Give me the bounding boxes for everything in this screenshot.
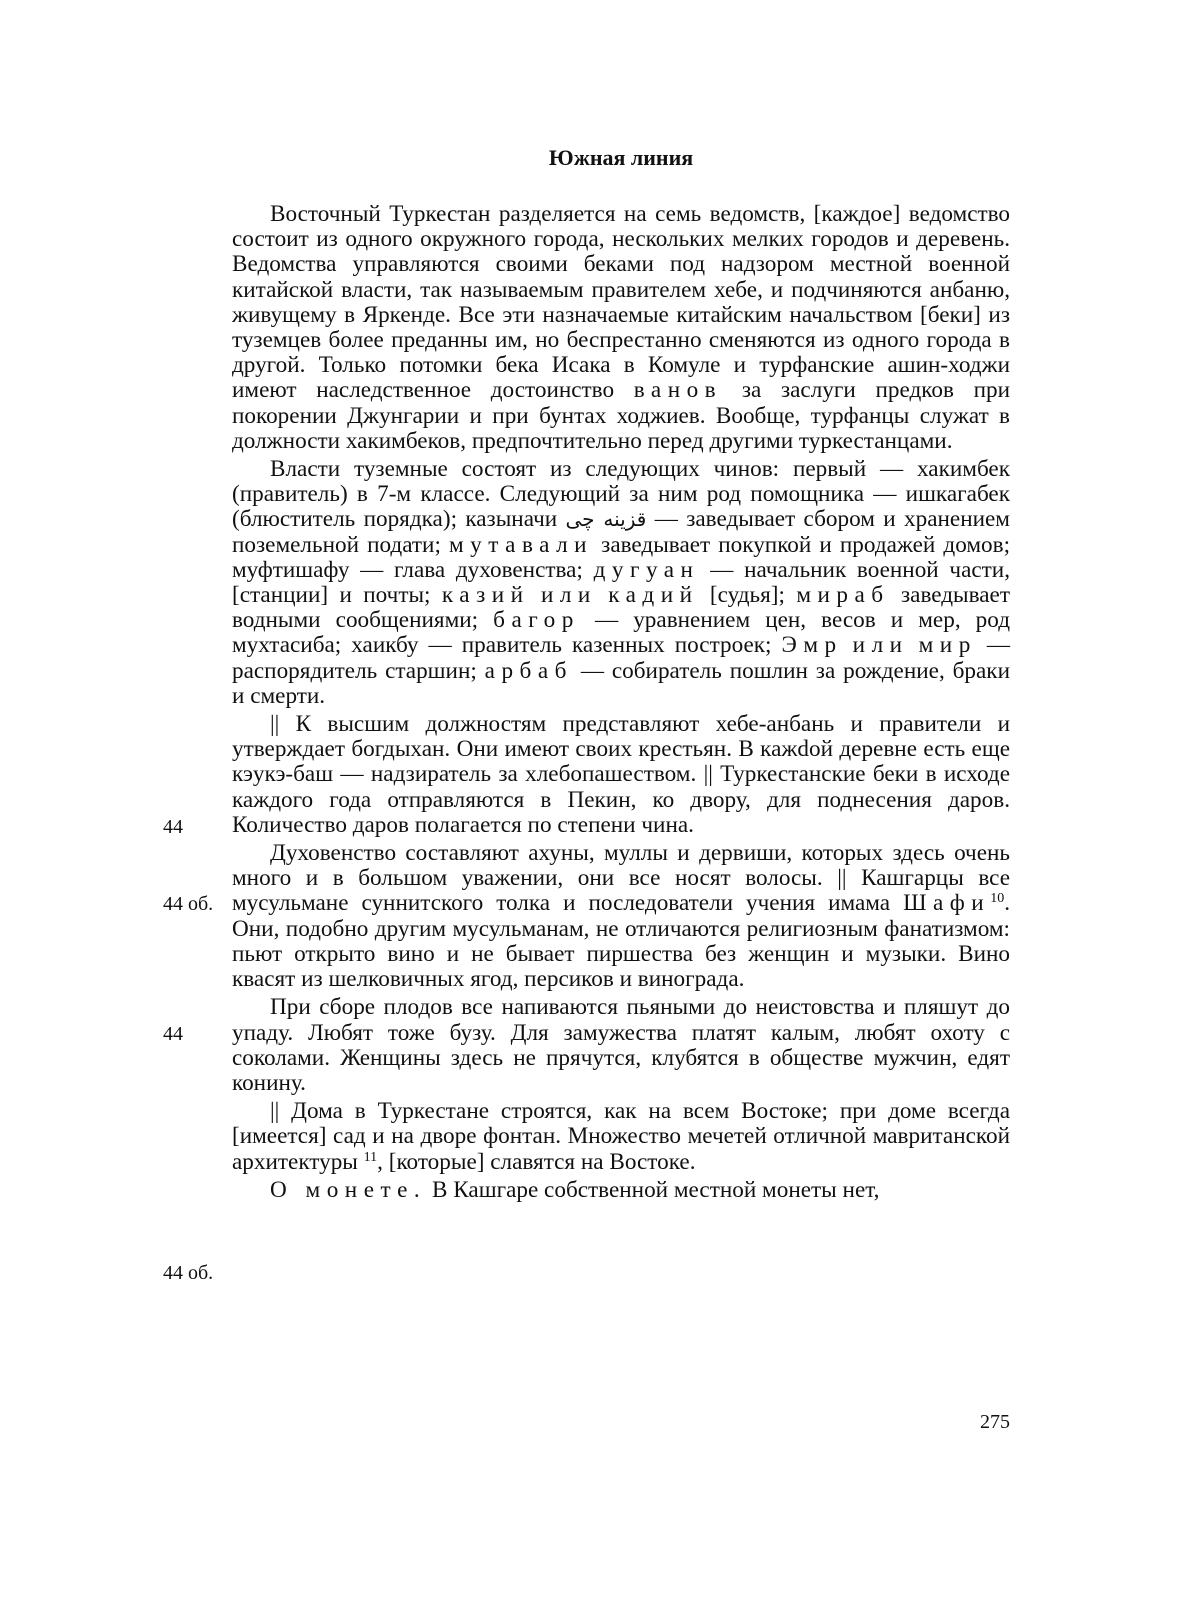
margin-note: 44 об. xyxy=(163,1262,214,1284)
spaced-term: казий xyxy=(441,582,530,609)
text-run: , [которые] славятся на Востоке. xyxy=(377,1148,696,1175)
spaced-term: мутавали xyxy=(449,531,594,558)
spaced-term: кадий xyxy=(608,582,699,609)
text-run: — собиратель пошлин за рождение, браки и смерти. xyxy=(232,657,1010,709)
paragraph-4 xyxy=(232,841,1010,992)
text-run: В Кашгаре собственной местной монеты нет, xyxy=(432,1176,880,1203)
spaced-term: Эмр xyxy=(781,632,843,659)
text-run: Власти туземные состоят из следующих чинов: первый — хакимбек (правитель) в 7-м классе. Следующий за ним род помощника — ишкагабек (блюститель порядка); казыначи xyxy=(232,456,1010,533)
paragraph-6 xyxy=(232,1099,1010,1175)
text-run: — распорядитель старшин; xyxy=(232,632,1011,684)
text-run: || Туркестанские беки в исходе каждого года отправляются в Пекин, ко двору, для поднесения даров. Количество даров полагается по степени чина. xyxy=(232,761,1011,838)
text-run: Духовенство составляют ахуны, муллы и дервиши, которых здесь очень много и в большом уважении, они все носят волосы. xyxy=(232,840,1010,892)
text-run: — уравнением цен, весов и мер, род мухтасиба; хаикбу — правитель казенных построек; xyxy=(232,607,1011,659)
text-run: за заслуги предков при покорении Джунгарии и при бунтах ходжиев. Вообще, турфанцы служат в должности хакимбеков, предпочтительно перед другими туркестанцами. xyxy=(232,377,1010,454)
body-text xyxy=(232,202,1010,1206)
text-run: — заведывает сбором и хранением поземельной подати; xyxy=(232,506,1010,558)
text-run: || Кашгарцы все мусульмане суннитского толка и последователи учения имама xyxy=(232,865,1011,917)
text-run: — начальник военной части, [станции] и почты; xyxy=(232,556,1010,609)
paragraph-1 xyxy=(232,202,1010,454)
text-run: заведывает водными сообщениями; xyxy=(232,582,1010,634)
text-run: || Дома в Туркестане строятся, как на всем Востоке; при доме всегда [имеется] сад и на дворе фонтан. Множество мечетей отличной мавританской архитектуры xyxy=(232,1098,1010,1175)
spaced-term: мир xyxy=(918,632,977,659)
paragraph-7 xyxy=(232,1178,1010,1203)
spaced-term: мираб xyxy=(796,582,890,609)
spaced-term: дугуан xyxy=(593,556,700,583)
page-number: 275 xyxy=(980,1411,1010,1433)
spaced-term: или xyxy=(852,632,909,659)
footnote-ref: 10 xyxy=(990,891,1005,907)
spaced-term: или xyxy=(540,582,597,609)
spaced-term: Шафи xyxy=(903,890,991,917)
spaced-term: арбаб xyxy=(484,657,573,684)
text-run: При сборе плодов все напиваются пьяными до неистовства и пляшут до упаду. Любят тоже бузу. Для замужества платят калым, любят охоту с соколами. Женщины здесь не прячутся, клубятся в обществе мужчин, едят конину. xyxy=(232,994,1010,1096)
text-run: [судья]; xyxy=(709,582,785,609)
paragraph-2 xyxy=(232,457,1010,709)
spaced-term: ванов xyxy=(633,377,723,404)
paragraph-5 xyxy=(232,995,1010,1096)
text-run: Восточный Туркестан разделяется на семь ведомств, [каждое] ведомство состоит из одного окружного города, нескольких мелких городов и деревень. Ведомства управляются своими беками под надзором местной военной китайской власти, так называемым правителем хебе, и подчиняются анбаню, живущему в Яркенде. Все эти назначаемые китайским начальством [беки] из туземцев более преданны им, но беспрестанно сменяются из одного города в другой. Только потомки бека Исака в Комуле и турфанские ашин-ходжи имеют наследственное достоинство xyxy=(232,201,1010,404)
spaced-term: багор xyxy=(493,607,580,634)
text-run: || К высшим должностям представляют хебе-анбань и правители и утверждает богдыхан. Они имеют своих крестьян. В кажdой деревне есть еще кэукэ-баш — надзиратель за хлебопашеством. xyxy=(232,711,1010,788)
margin-note: 44 xyxy=(163,816,183,838)
text-run: . Они, подобно другим мусульманам, не отличаются религиозным фанатизмом: пьют открыто вино и не бывает пиршества без женщин и музыки. Вино квасят из шелковичных ягод, персиков и винограда. xyxy=(232,890,1010,993)
footnote-ref: 11 xyxy=(363,1149,378,1165)
margin-note: 44 xyxy=(163,1023,183,1045)
text-run: заведывает покупкой и продажей домов; муфтишафу — глава духовенства; xyxy=(232,531,1011,583)
section-title: Южная линия xyxy=(548,145,694,170)
spaced-term: О монете. xyxy=(270,1176,427,1203)
paragraph-3 xyxy=(232,712,1010,838)
arabic-term: قزينه چى xyxy=(565,507,647,532)
margin-note: 44 об. xyxy=(163,893,214,915)
